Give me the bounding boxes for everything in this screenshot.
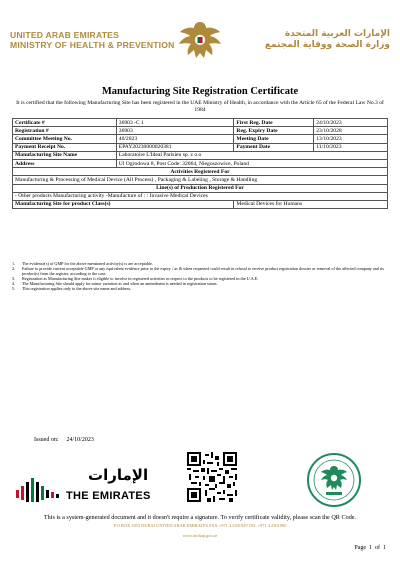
table-row bbox=[13, 143, 388, 151]
ministry-website-link[interactable]: www.mohap.gov.ae bbox=[182, 533, 218, 538]
address-value: Ul Ogrodowa 8, Post Code: 32064, Niegoszowice, Poland bbox=[116, 159, 387, 167]
reg-expiry-label: Reg. Expiry Date bbox=[234, 127, 314, 135]
activities-value: Manufacturing & Processing of Medical Device (All Process) , Packaging & Labeling , Storage & Handling bbox=[13, 176, 388, 184]
page-label: Page bbox=[354, 545, 366, 551]
committee-meeting-value: 40/2023 bbox=[116, 135, 234, 143]
registration-details-table bbox=[12, 118, 388, 209]
certificate-title: Manufacturing Site Registration Certificate bbox=[101, 86, 299, 97]
table-row bbox=[13, 119, 388, 127]
certification-statement: It is certified that the following Manufacturing Site has been registered in the UAE Ministry of Health, in accordance with the Article 65 of the Federal Law No.3 of 1984 bbox=[16, 100, 384, 113]
ministry-ar-line-country: الإمارات العربية المتحدة bbox=[284, 29, 390, 39]
table-row bbox=[13, 168, 388, 176]
note-number: 5. bbox=[12, 285, 16, 291]
note-text: The Manufacturing Site should apply for minor variation as and when an amendment is needed in registration status. bbox=[22, 280, 218, 286]
note-number: 3. bbox=[12, 275, 16, 281]
page-total: 1 bbox=[383, 545, 386, 551]
site-name-label: Manufacturing Site Name bbox=[13, 151, 117, 159]
note-text: Failure to provide current acceptable GMP or any equivalent evidence prior to the expiry / as & when requested could result in refusal to receive product registration dossier or removal of the affected company and its product(s) from the register, according to the case. bbox=[22, 265, 384, 276]
production-lines-value: - Other products Manufacturing activity -Manufacture of : : Invasive Medical Devices bbox=[13, 192, 388, 200]
note-text: This registration applies only to the above site name and address. bbox=[22, 285, 132, 291]
emirates-arabic-wordmark: الإمارات bbox=[88, 466, 149, 484]
ministry-ar-line-name: وزارة الصحة ووقاية المجتمع bbox=[264, 40, 390, 50]
system-generated-notice: This is a system-generated document and it doesn't require a signature. To verify certificate validity, please scan the QR Code. bbox=[43, 514, 357, 521]
meeting-date-value: 13/10/2023 bbox=[314, 135, 388, 143]
page-current: 1 bbox=[369, 545, 372, 551]
verification-qr-code-icon[interactable] bbox=[187, 452, 237, 502]
first-reg-date-label: First Reg. Date bbox=[234, 119, 314, 127]
payment-date-label: Payment Date bbox=[234, 143, 314, 151]
registration-value: 36903 bbox=[116, 127, 234, 135]
table-row bbox=[13, 151, 388, 159]
conditions-list bbox=[12, 262, 388, 291]
issued-label: Issued on: bbox=[34, 437, 59, 443]
payment-receipt-label: Payment Receipt No. bbox=[13, 143, 117, 151]
registration-label: Registration # bbox=[13, 127, 117, 135]
ministry-contact-address: P.O BOX 1853 DUBAI UNITED ARAB EMIRATES FAX +971 4 2301929 TEL +971 4 2301000 bbox=[113, 523, 287, 528]
certificate-value: 36903 -C 1 bbox=[116, 119, 234, 127]
site-name-value: Laboratoire L'Ideal Parisien sp. z o.o bbox=[116, 151, 387, 159]
certificate-label: Certificate # bbox=[13, 119, 117, 127]
payment-receipt-value: EPAY20230000020381 bbox=[116, 143, 234, 151]
committee-meeting-label: Committee Meeting No. bbox=[13, 135, 117, 143]
payment-date-value: 11/10/2023 bbox=[314, 143, 388, 151]
meeting-date-label: Meeting Date bbox=[234, 135, 314, 143]
list-item bbox=[12, 287, 388, 292]
page-of-label: of bbox=[375, 545, 380, 551]
ministry-line-country: UNITED ARAB EMIRATES bbox=[10, 30, 120, 40]
first-reg-date-value: 24/10/2023 bbox=[314, 119, 388, 127]
note-text: The evidence(s) of GMP for the above mentioned activity(s) is are acceptable. bbox=[22, 261, 154, 266]
emirates-wordmark: THE EMIRATES bbox=[66, 490, 151, 502]
production-lines-heading: Line(s) of Production Registered For bbox=[13, 184, 388, 192]
issued-date: 24/10/2023 bbox=[66, 437, 94, 443]
table-row bbox=[13, 135, 388, 143]
ministry-name-ar bbox=[265, 29, 390, 51]
note-number: 4. bbox=[12, 280, 16, 286]
note-number: 2. bbox=[12, 265, 16, 271]
ministry-seal-icon bbox=[306, 452, 362, 508]
table-row bbox=[13, 176, 388, 184]
ministry-name-en bbox=[10, 30, 175, 50]
table-row bbox=[13, 184, 388, 192]
uae-falcon-emblem-icon bbox=[176, 18, 224, 62]
letterhead bbox=[0, 0, 400, 62]
reg-expiry-value: 23/10/2028 bbox=[314, 127, 388, 135]
activities-heading: Activities Registered For bbox=[13, 168, 388, 176]
note-number: 1. bbox=[12, 261, 16, 266]
product-class-label: Manufacturing Site for product Class(s) bbox=[13, 200, 234, 208]
page-indicator bbox=[354, 545, 386, 551]
table-row bbox=[13, 127, 388, 135]
product-class-value: Medical Devices for Humans bbox=[234, 200, 388, 208]
table-row bbox=[13, 192, 388, 200]
ministry-line-name: MINISTRY OF HEALTH & PREVENTION bbox=[10, 40, 175, 50]
note-text: Registration as Manufacturing Site makes it eligible to involve in registered activities in respect to the products to be registered in the U.A.E. bbox=[22, 275, 259, 281]
address-label: Address bbox=[13, 159, 117, 167]
table-row bbox=[13, 159, 388, 167]
issued-on bbox=[34, 437, 94, 443]
table-row bbox=[13, 200, 388, 208]
